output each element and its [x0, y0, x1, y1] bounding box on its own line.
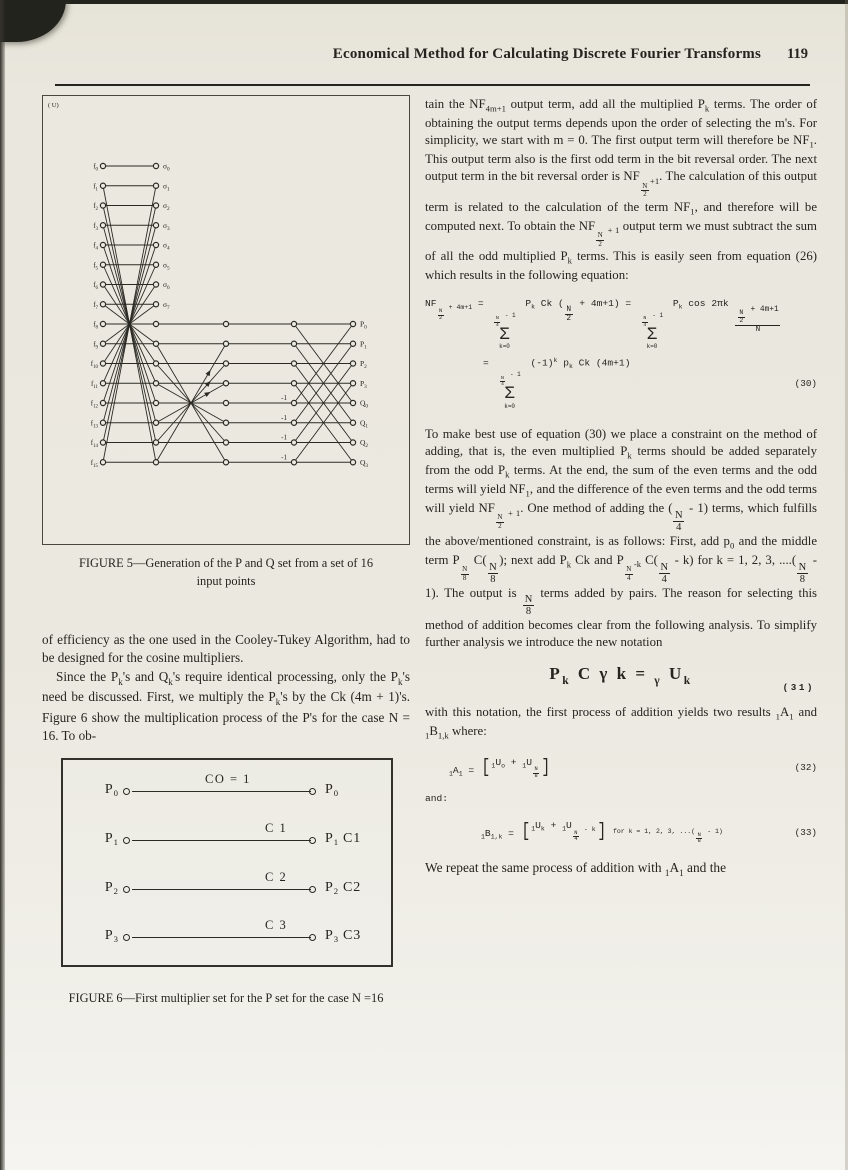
- math-mfrac: [461, 566, 469, 582]
- math-mden: 8: [697, 838, 701, 845]
- fig5-node: [350, 400, 355, 405]
- fig5-label: $f_{14}$: [90, 439, 98, 449]
- figure5-box: [42, 95, 410, 545]
- fig5-node: [100, 163, 105, 168]
- fig6-node: [123, 837, 130, 844]
- math-mden: 4: [676, 521, 682, 533]
- fig5-node: [291, 381, 296, 386]
- math-msub: k: [275, 697, 281, 708]
- fig5-node: [223, 400, 228, 405]
- math-mnum: N: [574, 829, 578, 836]
- right-column: [425, 96, 817, 889]
- math-mden: 2: [739, 316, 744, 324]
- math-mfrac: [696, 833, 702, 845]
- math-msub: N 4 -k: [626, 559, 642, 582]
- math-mfrac: [533, 767, 539, 779]
- math-msub: 1: [664, 867, 670, 878]
- fig5-node: [100, 242, 105, 247]
- equation-30-line2-row: [425, 357, 817, 409]
- math-msub: 1: [522, 762, 527, 770]
- math-mbrk: [480, 757, 552, 780]
- math-mden: 8: [534, 772, 538, 779]
- fig5-label: $P_0$: [360, 319, 367, 331]
- fig5-node: [223, 381, 228, 386]
- math-msum: [641, 313, 663, 351]
- math-msub: 1: [562, 825, 567, 833]
- and-label: and:: [425, 793, 449, 805]
- math-msub: k: [568, 363, 573, 371]
- math-mfrac: [596, 232, 604, 248]
- fig5-label: $P_3$: [360, 378, 367, 390]
- math-mtop: $\frac{N}{4}$ - 1: [643, 311, 664, 328]
- fig6-line-label: C 3: [265, 917, 288, 932]
- equation-30-line2: = $\frac{N}{4}$ - 1 Σ k=0 $(-1)^k$ $p_k$ Ck (4m+1): [483, 357, 631, 410]
- equation-33-tag: (33): [794, 826, 817, 838]
- fig5-node: [153, 262, 158, 267]
- math-mnum: N: [642, 181, 648, 190]
- fig5-node: [350, 321, 355, 326]
- math-mfrac: [738, 310, 745, 325]
- equation-30: [425, 298, 817, 409]
- fig5-label: $\sigma_1$: [163, 181, 170, 193]
- fig6-line-label: C 1: [265, 820, 288, 835]
- fig5-label: $f_{10}$: [90, 360, 98, 370]
- fig5-label: $P_2$: [360, 359, 367, 370]
- math-mnum: N: [739, 309, 744, 317]
- math-mfrac: [641, 183, 649, 199]
- fig5-node: [153, 460, 158, 465]
- math-mnum: N: [566, 304, 572, 314]
- fig5-node: [100, 361, 105, 366]
- fig5-label: $\sigma_7$: [163, 299, 170, 311]
- math-mnum: N: [439, 307, 443, 314]
- math-msub: k: [398, 676, 403, 687]
- fig5-node: [100, 183, 105, 188]
- figure6-caption: FIGURE 6—First multiplier set for the P set for the case N =16: [68, 990, 384, 1005]
- fig5-node: [100, 381, 105, 386]
- fig6-node: [309, 837, 316, 844]
- right-paragraph-4: We repeat the same process of addition with $_1A_1$ and the: [425, 859, 727, 878]
- math-mbot: k=0: [646, 343, 658, 351]
- fig5-node: [153, 282, 158, 287]
- math-msub: k: [531, 303, 536, 311]
- left-column: [42, 95, 410, 1006]
- math-msub: k: [683, 674, 693, 688]
- fig5-label: $f_{13}$: [90, 419, 98, 430]
- fig5-node: [100, 262, 105, 267]
- header-rule: [55, 84, 810, 86]
- fig6-node: [123, 934, 130, 941]
- fig5-label: $\sigma_4$: [163, 240, 170, 252]
- fig5-label: $f_9$: [93, 340, 98, 351]
- math-mtop: $\frac{N}{4}$ - 1: [495, 311, 516, 328]
- fig5-node: [100, 282, 105, 287]
- math-msub: N 2 + 1: [497, 507, 521, 530]
- math-mnum: N: [597, 231, 603, 240]
- math-mden: 2: [643, 190, 647, 199]
- fig5-label: -1: [281, 413, 287, 422]
- math-mden: 4: [501, 381, 504, 387]
- equation-32: [425, 757, 817, 780]
- fig6-right-label: $P_2$ C2: [325, 879, 362, 896]
- left-paragraph-1: of efficiency as the one used in the Cooley-Tukey Algorithm, had to be designed for the cosine multipliers.: [42, 631, 410, 666]
- math-msub: N 2 + 1: [597, 225, 620, 248]
- fig5-node: [350, 341, 355, 346]
- math-mden: 8: [799, 573, 806, 585]
- math-mnum: N: [626, 565, 632, 574]
- fig6-right-label: $P_3$ C3: [325, 927, 362, 944]
- math-msub: 1: [775, 711, 781, 722]
- fig5-label: $f_8$: [93, 320, 98, 331]
- subscript: 0: [113, 787, 119, 798]
- math-mnum: N: [497, 513, 503, 522]
- page-number: 119: [787, 46, 808, 62]
- equation-31-tag: (31): [782, 682, 815, 694]
- math-msum: [499, 372, 521, 410]
- math-mden: 2: [498, 521, 502, 530]
- fig5-node: [350, 361, 355, 366]
- math-msub: 1,k: [490, 833, 503, 841]
- fig5-label: -1: [281, 453, 287, 462]
- math-msub: 1: [525, 488, 530, 499]
- fig5-label: $P_1$: [360, 339, 367, 351]
- fig5-label: $f_{15}$: [90, 458, 98, 469]
- math-mbracket: ]: [597, 819, 606, 842]
- fig5-node: [100, 223, 105, 228]
- equation-32-body: $_1A_1$ = [ $_1U_o + _1U$ $_{\frac{N}{8}}$ ]: [449, 756, 551, 779]
- fig6-line: [132, 937, 311, 938]
- math-mfrac: [496, 514, 504, 530]
- fig5-label: $\sigma_2$: [163, 201, 170, 212]
- math-mtop: $\frac{N}{4}$ - 1: [501, 371, 521, 387]
- subscript: 2: [113, 885, 119, 896]
- fig5-node: [291, 440, 296, 445]
- fig5-node: [153, 302, 158, 307]
- math-mbot: k=0: [499, 343, 510, 351]
- math-msub: 1: [491, 762, 496, 770]
- math-msub: k: [118, 676, 123, 687]
- fig5-label: -1: [281, 394, 287, 402]
- math-mden: 4: [627, 573, 631, 582]
- math-msup: for k = 1, 2, 3, ...( N 8 - 1): [612, 827, 723, 845]
- math-msub: γ: [654, 674, 663, 688]
- fig5-node: [291, 460, 296, 465]
- fig5-node: [350, 420, 355, 425]
- fig5-node: [223, 460, 228, 465]
- math-mden: 4: [661, 573, 667, 585]
- math-msub: 1: [531, 825, 536, 833]
- fig5-node: [350, 460, 355, 465]
- fig5-node: [223, 440, 228, 445]
- fig5-node: [153, 400, 158, 405]
- left-paragraph-2: Since the $P_k's$ and $Q_k's$ require identical processing, only the $P_k's$ need be discussed. First, we multiply the $P_k's$ by the Ck (4m + 1)'s. Figure 6 show the multiplication process of the P's for the case N = 16. To ob-: [42, 668, 411, 744]
- fig5-label: $f_4$: [93, 241, 98, 252]
- fig5-label: $f_{11}$: [90, 379, 98, 390]
- math-msub: k: [540, 825, 545, 833]
- math-mnum: N: [495, 316, 499, 322]
- math-msub: [460, 559, 470, 582]
- math-msigma: Σ: [504, 385, 515, 404]
- fig5-node: [291, 361, 296, 366]
- math-mfrac: [488, 562, 499, 585]
- figure5-diagram: [43, 96, 408, 543]
- fig5-arrowhead: [204, 390, 212, 397]
- fig5-node: [153, 440, 158, 445]
- fig5-node: [100, 321, 105, 326]
- fig5-node: [100, 440, 105, 445]
- math-msub: 1: [789, 711, 794, 722]
- math-mden: 2: [598, 239, 602, 248]
- figure6-diagram: [61, 758, 393, 967]
- fig5-node: [153, 183, 158, 188]
- fig6-line-label: C 2: [265, 869, 288, 884]
- fig6-line: [132, 840, 311, 841]
- math-mnum: $\frac{N}{2}$ + 4m+1: [735, 306, 780, 326]
- fig5-node: [223, 341, 228, 346]
- fig5-node: [291, 321, 296, 326]
- math-mfrac: [438, 309, 444, 321]
- fig6-node: [309, 788, 316, 795]
- fig5-node: [100, 420, 105, 425]
- fig5-node: [100, 341, 105, 346]
- math-mden: 8: [525, 606, 532, 618]
- math-msub: 1: [425, 731, 430, 742]
- fig5-label: $\sigma_6$: [163, 280, 170, 291]
- math-mfrac: [625, 566, 633, 582]
- fig6-left-label: $P_0$: [104, 781, 119, 798]
- math-msub: N 2 + 4m+1: [439, 303, 473, 321]
- fig5-node: [153, 242, 158, 247]
- math-mbracket: ]: [541, 756, 551, 779]
- scan-left-edge: [0, 0, 5, 1170]
- math-mnum: N: [462, 565, 468, 574]
- math-mfrac: [523, 594, 534, 617]
- fig5-node: [350, 440, 355, 445]
- figure5-caption-line2: input points: [196, 573, 256, 588]
- math-mbot: k=0: [504, 402, 515, 410]
- math-mnum: N: [674, 509, 683, 521]
- fig5-node: [153, 223, 158, 228]
- fig6-line: [132, 791, 311, 792]
- fig5-label: -1: [281, 433, 287, 442]
- fig6-left-label: $P_2$: [104, 879, 119, 896]
- fig5-label: $f_7$: [93, 300, 98, 311]
- math-msub: 1,k: [437, 731, 449, 742]
- equation-32-tag: (32): [794, 762, 817, 774]
- figure5-caption: [42, 555, 410, 591]
- fig6-line-label: CO = 1: [205, 771, 251, 786]
- fig5-node: [100, 203, 105, 208]
- fig5-label: $f_1$: [93, 182, 98, 193]
- math-msub: k: [505, 469, 510, 480]
- math-msub: k: [168, 676, 173, 687]
- math-msub: k: [627, 450, 632, 461]
- math-mden: 2: [566, 313, 572, 323]
- fig5-label: ( U): [48, 102, 59, 109]
- math-msub: k: [566, 559, 572, 570]
- subscript: 3: [113, 933, 119, 944]
- right-paragraph-1: tain the $NF_{4m+1}$ output term, add all the multiplied $P_k$ terms. The order of obtaining the output terms depends upon the order of selecting the m's. For simplicity, we start with m = 0. The first output term will therefore be $NF_1$. This output term also is the first odd term in the bit reversal order. The next output term in the bit reversal order is NF $_{\frac{N}{2} +1}$. The calculation of this output term is related to the calculation of the term $NF_1$, and therefore will be computed next. To obtain the NF $_{\frac{N}{2} + 1}$ output term we must subtract the sum of all the odd multiplied $P_k$ terms. This is easily seen from equation (26) which results in the following equation:: [425, 97, 818, 283]
- math-mbody: $_1U_o + _1U$ $_{\frac{N}{8}}$: [491, 757, 540, 780]
- fig5-label: $f_6$: [93, 281, 98, 291]
- fig5-node: [291, 341, 296, 346]
- fig6-right-label: $P_1$ C1: [325, 830, 362, 847]
- math-mnum: N: [489, 561, 497, 573]
- fig5-node: [100, 302, 105, 307]
- math-msub: [532, 762, 540, 779]
- subscript: 1: [333, 836, 340, 847]
- math-mfrac: [797, 562, 808, 585]
- math-msub: 1: [809, 139, 814, 150]
- fig5-node: [153, 381, 158, 386]
- fig5-node: [291, 400, 296, 405]
- fig5-node: [153, 321, 158, 326]
- math-msub: 0: [729, 540, 735, 551]
- fig5-node: [223, 361, 228, 366]
- fig6-node: [123, 788, 130, 795]
- subscript: 0: [333, 787, 340, 798]
- page-title: Economical Method for Calculating Discrete Fourier Transforms: [332, 46, 762, 62]
- equation-33-body: $_1B_{1,k}$ = [ $_1U_k + _1U$ $_{\frac{N}{4} - k}$ ] $^{for k = 1, 2, 3, ...( \frac{N}{8} - 1)}$: [481, 819, 723, 845]
- math-mden: 4: [495, 322, 499, 328]
- fig5-label: $\sigma_5$: [163, 260, 170, 272]
- math-mden: N: [755, 324, 761, 334]
- math-mnum: N: [697, 831, 701, 838]
- math-mbracket: [: [521, 819, 530, 842]
- equation-31-body: $P_k$ C γ k = $_\gamma$ $U_k$: [549, 664, 693, 688]
- math-mden: 8: [462, 573, 467, 582]
- fig5-node: [153, 163, 158, 168]
- fig5-node: [153, 341, 158, 346]
- math-mfrac: [565, 306, 573, 324]
- subscript: 1: [113, 836, 119, 847]
- math-mden: 4: [643, 322, 647, 328]
- subscript: 2: [333, 885, 340, 896]
- math-msub: o: [501, 762, 506, 770]
- math-msub: N 2 +1: [642, 175, 660, 199]
- math-mbracket: [: [481, 756, 490, 779]
- figure5-caption-line1: FIGURE 5—Generation of the P and Q set from a set of 16: [78, 556, 374, 570]
- math-mnum: N: [798, 561, 807, 573]
- fig6-node: [123, 886, 130, 893]
- fig5-label: $f_{12}$: [90, 399, 98, 410]
- math-msum: [493, 313, 515, 351]
- math-mnum: N: [643, 316, 647, 322]
- fig5-node: [153, 420, 158, 425]
- fig6-node: [309, 886, 316, 893]
- fig6-node: [309, 934, 316, 941]
- fig5-label: $Q_1$: [360, 418, 369, 430]
- fig5-label: $f_2$: [93, 202, 98, 212]
- math-mden: 4: [574, 836, 578, 843]
- math-msigma: Σ: [499, 325, 510, 345]
- fig6-left-label: $P_1$: [104, 830, 119, 847]
- fig5-label: $f_0$: [93, 162, 98, 173]
- math-mden: 8: [490, 573, 496, 585]
- fig5-label: $Q_0$: [360, 398, 369, 410]
- fig5-node: [223, 420, 228, 425]
- math-mnum: N: [524, 594, 533, 606]
- math-msub: 4m+1: [485, 103, 506, 114]
- math-mnum: N: [660, 561, 669, 573]
- math-mfrac: [735, 306, 780, 334]
- fig5-label: $\sigma_3$: [163, 220, 170, 232]
- fig5-node: [223, 321, 228, 326]
- fig5-node: [100, 460, 105, 465]
- math-msub: 1: [679, 867, 684, 878]
- math-mfrac: [673, 510, 684, 533]
- fig5-node: [153, 361, 158, 366]
- math-msup: k: [553, 357, 558, 365]
- equation-31: [425, 663, 817, 694]
- math-mnum: N: [534, 766, 538, 773]
- running-header: [0, 46, 808, 63]
- math-msub: 1: [690, 206, 695, 217]
- fig5-arrowhead: [205, 369, 212, 377]
- math-msub: 1: [458, 770, 463, 778]
- math-msub: 1: [449, 770, 453, 778]
- math-msigma: Σ: [646, 325, 658, 345]
- math-mbody: $_1U_k + _1U$ $_{\frac{N}{4} - k}$: [531, 820, 596, 843]
- fig5-label: $\sigma_0$: [163, 161, 170, 173]
- fig5-node: [153, 203, 158, 208]
- math-mnum: N: [501, 375, 504, 381]
- left-body-text: [42, 631, 410, 746]
- subscript: 3: [333, 933, 340, 944]
- math-msub: k: [704, 103, 710, 114]
- math-msub: k: [678, 303, 683, 311]
- fig5-label: $Q_2$: [360, 438, 369, 449]
- fig6-line: [132, 889, 311, 890]
- fig6-right-label: $P_0$: [325, 781, 340, 798]
- math-mfrac: [659, 562, 670, 585]
- math-mbrk: [520, 820, 607, 843]
- math-msub: k: [562, 674, 572, 688]
- equation-30-tag: (30): [794, 377, 817, 389]
- fig5-node: [291, 420, 296, 425]
- scan-corner-shadow: [0, 0, 66, 42]
- scan-top-edge: [0, 0, 848, 4]
- right-paragraph-3: with this notation, the first process of addition yields two results $_1A_1$ and $_1B_{1,k}$ where:: [425, 705, 817, 742]
- right-paragraph-2: To make best use of equation (30) we place a constraint on the method of adding, that is, the even multiplied $P_k$ terms should be added separately from the odd $P_k$ terms. At the end, the sum of the even terms and the odd terms will yield $NF_1$, and the difference of the even terms and the odd terms will yield NF $_{\frac{N}{2} + 1}$. One method of adding the ( $\frac{N}{4}$ - 1) terms, which fulfills the above/mentioned constraint, is as follows: First, add $p_0$ and the middle term P $_{\frac{N}{8}}$ C( $\frac{N}{8}$ ); next add $P_k$ Ck and P $_{\frac{N}{4} -k}$ C( $\frac{N}{4}$ - k) for k = 1, 2, 3, ....( $\frac{N}{8}$ - 1). The output is $\frac{N}{8}$ terms added by pairs. The reason for selecting this method of addition becomes clear from the following analysis. To simplify further analysis we introduce the new notation: [425, 426, 818, 650]
- fig5-label: $Q_3$: [360, 457, 369, 469]
- equation-30-line1: NF $_{\frac{N}{2} + 4m+1}$ = $\frac{N}{4}$ - 1 Σ k=0 $P_k$ Ck ( $\frac{N}{2}$ + 4m+1) = $\frac{N}{4}$ - 1 Σ k=0 $P_k$ cos 2πk $\frac{N}{2}$ + 4m+1 N: [425, 298, 779, 351]
- math-msub: 1: [481, 833, 485, 841]
- math-mden: 2: [439, 314, 443, 321]
- fig6-left-label: $P_3$: [104, 927, 119, 944]
- math-msub: N 4 - k: [574, 825, 596, 843]
- fig5-node: [100, 400, 105, 405]
- math-msub: k: [567, 255, 573, 266]
- fig5-label: $f_5$: [93, 261, 98, 272]
- math-mfrac: [573, 831, 579, 843]
- equation-33: [425, 820, 817, 845]
- fig5-label: $f_3$: [93, 221, 98, 232]
- fig5-node: [350, 381, 355, 386]
